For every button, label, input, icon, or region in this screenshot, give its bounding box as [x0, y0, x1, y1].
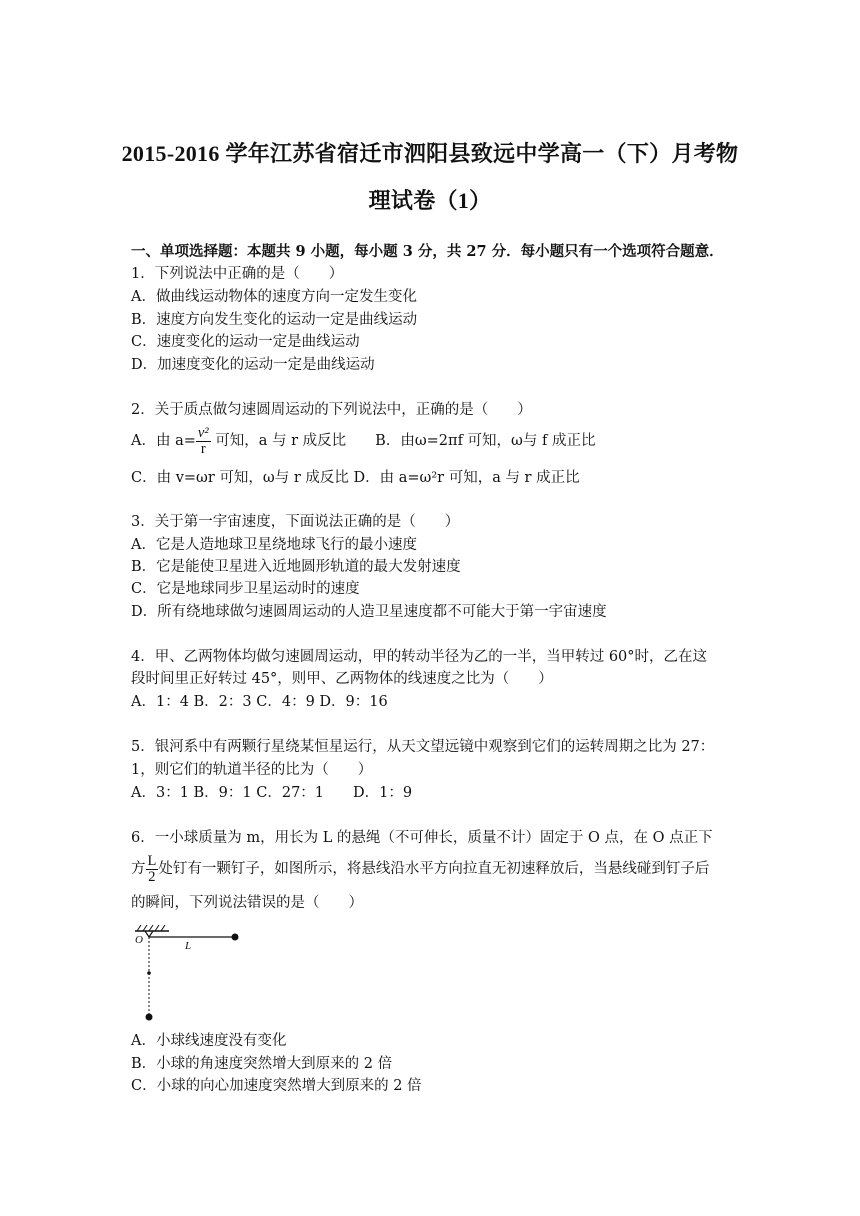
exam-title-line2: 理试卷（1） — [368, 188, 492, 213]
q3-option-d: D．所有绕地球做匀速圆周运动的人造卫星速度都不可能大于第一宇宙速度 — [131, 604, 607, 620]
q5-stem-line2: 1，则它们的轨道半径的比为（ ） — [131, 762, 373, 778]
ceiling-hatching — [137, 925, 165, 931]
q3-option-c: C．它是地球同步卫星运动时的速度 — [131, 581, 360, 597]
q5-options: A．3：1 B．9：1 C．27：1 D．1：9 — [131, 785, 413, 801]
q6-stem-line3: 的瞬间，下列说法错误的是（ ） — [131, 895, 363, 911]
q6-stem-line2-suffix: 处钉有一颗钉子，如图所示，将悬线沿水平方向拉直无初速释放后，当悬线碰到钉子后 — [158, 861, 710, 877]
pivot-mark — [145, 931, 153, 937]
q2-option-a-suffix: 可知，a 与 r 成反比 B．由ω=2πf 可知，ω与 f 成正比 — [215, 433, 596, 449]
q6-option-b: B．小球的角速度突然增大到原来的 2 倍 — [131, 1056, 393, 1072]
q1-option-c: C．速度变化的运动一定是曲线运动 — [131, 334, 360, 350]
q6-option-a: A．小球线速度没有变化 — [131, 1033, 287, 1049]
exam-title-line1: 2015-2016 学年江苏省宿迁市泗阳县致远中学高一（下）月考物 — [121, 141, 739, 166]
nail-point — [147, 971, 151, 975]
q2-option-a-prefix: A．由 a= — [131, 433, 196, 449]
q6-fraction — [146, 854, 159, 884]
q4-stem-line1: 4．甲、乙两物体均做匀速圆周运动，甲的转动半径为乙的一半，当甲转过 60°时，乙在这 — [131, 649, 708, 665]
q1-option-b: B．速度方向发生变化的运动一定是曲线运动 — [131, 312, 418, 328]
q6-stem-line1: 6．一小球质量为 m，用长为 L 的悬绳（不可伸长，质量不计）固定于 O 点，在 O 点正下 — [131, 830, 713, 846]
q6-option-c: C．小球的向心加速度突然增大到原来的 2 倍 — [131, 1078, 422, 1094]
q6-fraction-numerator: L — [147, 853, 157, 869]
q2-fraction-denominator: r — [200, 440, 206, 457]
q2-options-ab — [131, 422, 595, 460]
q3-option-a: A．它是人造地球卫星绕地球飞行的最小速度 — [131, 537, 417, 553]
q6-fraction-denominator: 2 — [148, 868, 156, 885]
q4-options: A．1：4 B．2：3 C．4：9 D．9：16 — [131, 694, 388, 710]
q2-fraction — [196, 426, 211, 456]
q6-stem-line2-prefix: 方 — [131, 861, 146, 877]
q1-option-a: A．做曲线运动物体的速度方向一定发生变化 — [131, 289, 417, 305]
q2-stem: 2．关于质点做匀速圆周运动的下列说法中，正确的是（ ） — [131, 402, 532, 418]
q3-stem: 3．关于第一宇宙速度，下面说法正确的是（ ） — [131, 514, 460, 530]
label-l: L — [185, 940, 192, 952]
q2-options-cd: C．由 v=ωr 可知，ω与 r 成反比 D．由 a=ω²r 可知，a 与 r 成正比 — [131, 470, 580, 486]
pendulum-figure — [131, 925, 251, 1025]
q4-stem-line2: 段时间里正好转过 45°，则甲、乙两物体的线速度之比为（ ） — [131, 671, 553, 687]
q1-stem: 1．下列说法中正确的是（ ） — [131, 266, 344, 282]
q3-option-b: B．它是能使卫星进入近地圆形轨道的最大发射速度 — [131, 559, 461, 575]
q6-stem-line2 — [131, 846, 709, 892]
q5-stem-line1: 5．银河系中有两颗行星绕某恒星运行，从天文望远镜中观察到它们的运转周期之比为 27： — [131, 739, 715, 755]
q2-fraction-numerator: v² — [197, 425, 209, 441]
ball-start — [232, 934, 239, 941]
section-heading: 一、单项选择题：本题共 9 小题，每小题 3 分，共 27 分．每小题只有一个选项符合题意． — [131, 243, 724, 260]
ball-bottom — [146, 1014, 153, 1021]
label-o: O — [135, 934, 143, 946]
q1-option-d: D．加速度变化的运动一定是曲线运动 — [131, 357, 375, 373]
